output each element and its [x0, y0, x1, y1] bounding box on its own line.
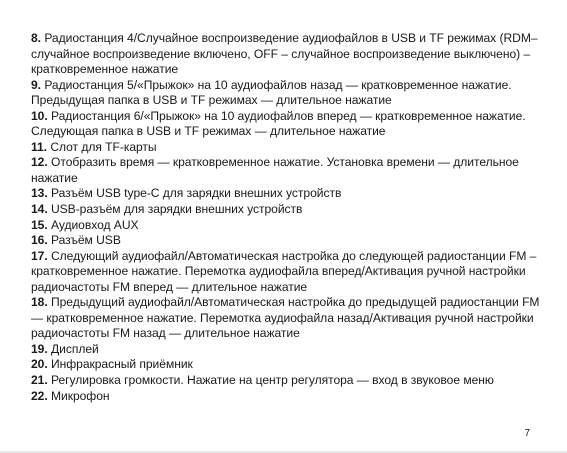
item-text: Радиостанция 6/«Прыжок» на 10 аудиофайлов вперед — кратковременное нажатие. Следующая папка в USB и TF режимах — длительное нажатие	[31, 108, 526, 139]
item-number: 8.	[31, 31, 41, 45]
list-item-17	[31, 249, 546, 296]
item-number: 11.	[31, 139, 47, 154]
page-number: 7	[524, 428, 530, 439]
item-text: Разъём USB	[50, 233, 121, 248]
list-item-16	[31, 233, 546, 249]
item-number: 10.	[31, 108, 48, 123]
list-item-10	[31, 109, 546, 140]
item-number: 15.	[31, 217, 48, 232]
item-number: 14.	[31, 202, 48, 217]
item-text: Отобразить время — кратковременное нажатие. Установка времени — длительное нажатие	[31, 155, 519, 185]
item-text: Радиостанция 4/Случайное воспроизведение аудиофайлов в USB и TF режимах (RDM– случайное воспроизведение включено, OFF – случайное воспроизведение выключено) – кратковременное нажатие	[31, 31, 538, 77]
list-item-20	[31, 357, 546, 373]
list-item-9	[31, 78, 546, 109]
list-item-8	[31, 31, 546, 78]
item-number: 19.	[31, 341, 48, 356]
list-item-19	[31, 342, 546, 358]
item-text: Микрофон	[50, 388, 110, 403]
item-number: 18.	[31, 295, 48, 310]
list-item-11	[31, 140, 546, 156]
feature-list	[31, 31, 546, 404]
item-text: Инфракрасный приёмник	[50, 357, 193, 372]
item-text: Радиостанция 5/«Прыжок» на 10 аудиофайлов назад — кратковременное нажатие. Предыдущая папка в USB и TF режимах — длительное нажатие	[31, 77, 512, 108]
item-text: Аудиовход AUX	[50, 217, 139, 232]
list-item-22	[31, 389, 546, 405]
list-item-15	[31, 218, 546, 234]
item-text: Дисплей	[50, 341, 99, 356]
item-text: Разъём USB type-C для зарядки внешних устройств	[50, 186, 342, 201]
list-item-21	[31, 373, 546, 389]
item-number: 16.	[31, 233, 48, 248]
item-text: Предыдущий аудиофайл/Автоматическая настройка до предыдущей радиостанции FM — кратковременное нажатие. Перемотка аудиофайла назад/Активация ручной настройки радиочастоты FM назад — длительное нажатие	[31, 295, 540, 341]
item-number: 9.	[31, 77, 41, 92]
item-number: 22.	[31, 388, 48, 403]
item-number: 21.	[31, 373, 48, 388]
list-item-13	[31, 186, 546, 202]
item-number: 12.	[31, 155, 48, 170]
item-number: 13.	[31, 186, 48, 201]
list-item-14	[31, 202, 546, 218]
list-item-12	[31, 155, 546, 186]
item-text: USB-разъём для зарядки внешних устройств	[50, 202, 303, 217]
item-text: Следующий аудиофайл/Автоматическая настройка до следующей радиостанции FM – кратковременное нажатие. Перемотка аудиофайла вперед/Активация ручной настройки радиочастоты FM вперед — длительное нажатие	[31, 248, 537, 294]
list-item-18	[31, 295, 546, 342]
item-text: Слот для TF-карты	[50, 139, 157, 154]
item-text: Регулировка громкости. Нажатие на центр регулятора — вход в звуковое меню	[50, 373, 494, 388]
item-number: 20.	[31, 357, 48, 372]
item-number: 17.	[31, 248, 48, 263]
